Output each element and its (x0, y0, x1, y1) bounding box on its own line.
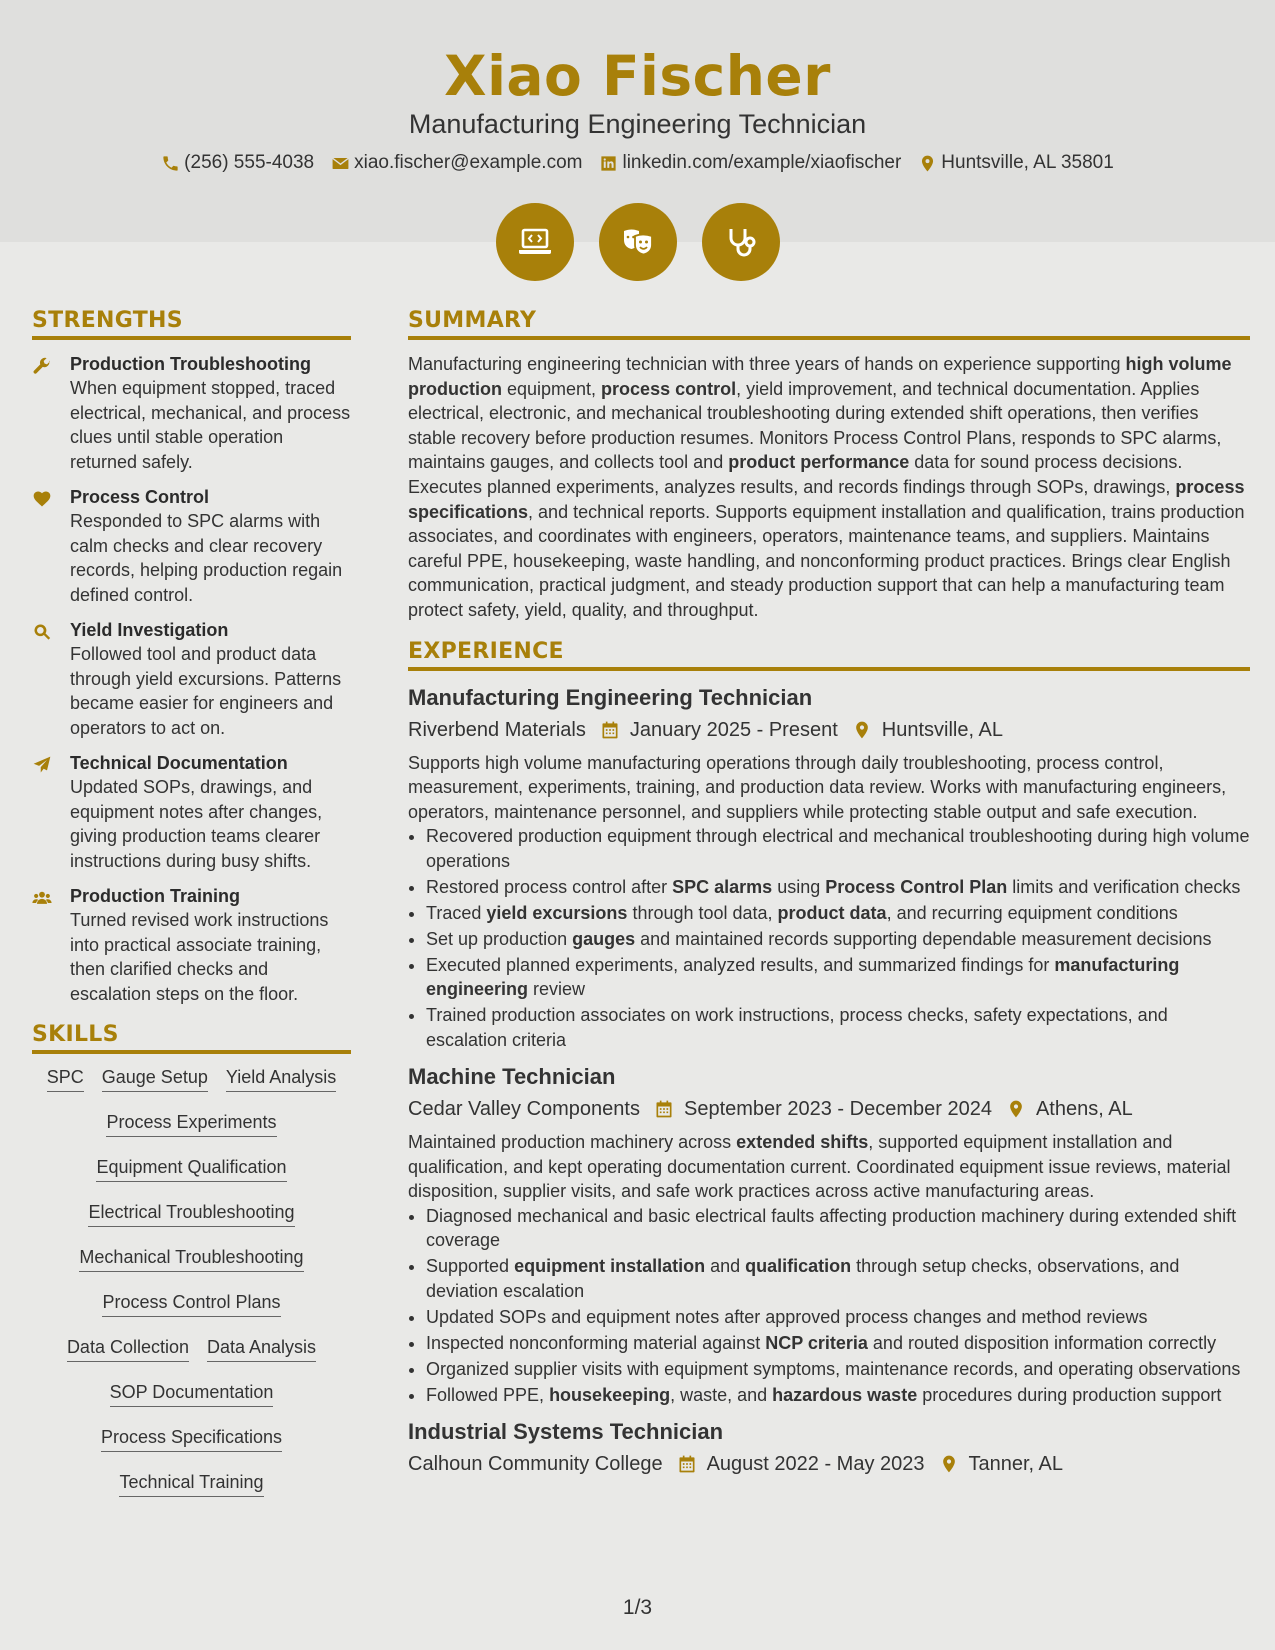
strength-item (32, 618, 351, 740)
job-bullets (408, 1204, 1250, 1408)
text-run: , and recurring equipment conditions (886, 902, 1178, 923)
text-run: and routed disposition information correctly (867, 1332, 1217, 1353)
job-company: Calhoun Community College (408, 1453, 663, 1476)
text-run: , waste, and (670, 1384, 773, 1405)
bold-text: process control (601, 378, 737, 399)
users-icon (32, 888, 52, 908)
bold-text: Process Control Plan (825, 876, 1008, 897)
skill-tag: Process Specifications (101, 1426, 282, 1452)
bold-text: qualification (745, 1256, 852, 1277)
list-item (426, 1305, 1250, 1330)
skill-tag: Electrical Troubleshooting (88, 1201, 294, 1227)
strength-title: Technical Documentation (70, 753, 288, 773)
skill-tag: Data Analysis (207, 1336, 316, 1362)
text-run: equipment, (501, 378, 602, 399)
skills-heading: SKILLS (32, 1022, 351, 1054)
bold-text: NCP criteria (765, 1332, 868, 1353)
bold-text: process specifications (408, 476, 1245, 522)
location-icon (918, 154, 937, 173)
email-icon (331, 154, 350, 173)
contact-phone-text: (256) 555-4038 (184, 152, 315, 173)
text-run: Inspected nonconforming material against (426, 1332, 766, 1353)
skill-tag: Yield Analysis (226, 1066, 336, 1092)
strength-item (32, 485, 351, 607)
strength-title: Process Control (70, 487, 210, 507)
text-run: Maintained production machinery across (408, 1132, 737, 1153)
strength-title: Production Training (70, 886, 240, 906)
location-icon (1006, 1099, 1026, 1119)
strength-item (32, 352, 351, 474)
summary-section (408, 352, 1250, 623)
bold-text: product data (777, 902, 887, 923)
job-entry (408, 1417, 1250, 1481)
left-column (32, 308, 351, 1516)
list-item (426, 824, 1250, 873)
theater-masks-icon (618, 222, 658, 262)
bold-text: equipment installation (514, 1256, 706, 1277)
text-run: , and technical reports. Supports equipment installation and qualification, trains production associates, and coordinates with engineers, operators, maintenance teams, and suppliers. Maintains careful PPE, housekeeping, waste handling, and nonconforming product practices. Brings clear English communication, practical judgment, and steady production support that can help a manufacturing team protect safety, yield, quality, and throughput. (408, 501, 1245, 620)
bold-text: gauges (572, 928, 636, 949)
job-description (408, 751, 1250, 825)
summary-text (408, 352, 1250, 623)
text-run: through setup checks, observations, and deviation escalation (426, 1256, 1180, 1301)
skill-tag: SPC (47, 1066, 84, 1092)
skill-tag: Technical Training (119, 1471, 263, 1497)
contact-email-text: xiao.fischer@example.com (354, 152, 583, 173)
strength-text: Responded to SPC alarms with calm checks and clear recovery records, helping production regain defined control. (70, 511, 343, 605)
text-run: Set up production (426, 928, 573, 949)
contact-location (918, 152, 1114, 174)
badge-stethoscope (702, 203, 780, 281)
job-meta (408, 713, 1250, 747)
job-description (408, 1130, 1250, 1204)
right-column (408, 308, 1250, 1485)
location-icon (852, 720, 872, 740)
job-company: Cedar Valley Components (408, 1098, 640, 1121)
candidate-title: Manufacturing Engineering Technician (408, 109, 867, 139)
text-run: Traced (426, 902, 487, 923)
bold-text: SPC alarms (672, 876, 773, 897)
laptop-code-icon (515, 222, 555, 262)
strength-text: Turned revised work instructions into practical associate training, then clarified checks and escalation steps on the floor. (70, 910, 329, 1004)
list-item (426, 1331, 1250, 1356)
skill-tag: SOP Documentation (110, 1381, 274, 1407)
paper-plane-icon (32, 755, 52, 775)
text-run: through tool data, (627, 902, 778, 923)
text-run: procedures during production support (917, 1384, 1222, 1405)
phone-icon (161, 154, 180, 173)
heart-icon (32, 489, 52, 509)
bold-text: hazardous waste (772, 1384, 918, 1405)
interest-badges (0, 203, 1275, 281)
strength-text: When equipment stopped, traced electrical, mechanical, and process clues until stable operation returned safely. (70, 378, 351, 472)
text-run: Organized supplier visits with equipment symptoms, maintenance records, and operating observations (426, 1358, 1241, 1379)
stethoscope-icon (721, 222, 761, 262)
text-run: , yield improvement, and technical documentation. Applies electrical, electronic, and mechanical troubleshooting during extended shift operations, then verifies stable recovery before production resumes. Monitors Process Control Plans, responds to SPC alarms, maintains gauges, and collects tool and (408, 378, 1222, 473)
bold-text: high volume production (408, 354, 1232, 399)
experience-list (408, 683, 1250, 1482)
badge-theater (599, 203, 677, 281)
bold-text: housekeeping (549, 1384, 671, 1405)
text-run: Supported (426, 1256, 515, 1277)
list-item (426, 953, 1250, 1002)
job-entry (408, 1062, 1250, 1407)
calendar-icon (677, 1454, 697, 1474)
skill-tag: Equipment Qualification (96, 1156, 286, 1182)
strength-item (32, 751, 351, 873)
strength-title: Production Troubleshooting (70, 354, 311, 374)
job-dates: August 2022 - May 2023 (706, 1453, 925, 1476)
summary-heading: SUMMARY (408, 308, 1250, 340)
text-run: Supports high volume manufacturing operations through daily troubleshooting, process control, measurement, experiments, training, and production data review. Works with manufacturing engineers, operators, maintenance personnel, and suppliers while protecting stable output and safe execution. (408, 752, 1227, 822)
text-run: limits and verification checks (1007, 876, 1241, 897)
job-location: Tanner, AL (968, 1453, 1064, 1476)
text-run: Trained production associates on work instructions, process checks, safety expectations, and escalation criteria (426, 1005, 1168, 1050)
experience-heading: EXPERIENCE (408, 639, 1250, 671)
badge-laptop (496, 203, 574, 281)
text-run: Followed PPE, (426, 1384, 550, 1405)
skills-list (32, 1066, 351, 1516)
page-number: 1/3 (622, 1596, 653, 1619)
job-meta (408, 1092, 1250, 1126)
text-run: using (772, 876, 826, 897)
list-item (426, 1254, 1250, 1303)
text-run: and (705, 1256, 746, 1277)
linkedin-icon (599, 154, 618, 173)
text-run: Restored process control after (426, 876, 673, 897)
list-item (426, 1383, 1250, 1408)
text-run: Diagnosed mechanical and basic electrical faults affecting production machinery during extended shift coverage (426, 1205, 1237, 1251)
job-title: Industrial Systems Technician (408, 1419, 724, 1445)
strength-item (32, 884, 351, 1006)
job-bullets (408, 824, 1250, 1052)
skill-tag: Data Collection (67, 1336, 189, 1362)
job-dates: September 2023 - December 2024 (683, 1098, 992, 1121)
text-run: Manufacturing engineering technician with three years of hands on experience supporting (408, 354, 1126, 374)
calendar-icon (600, 720, 620, 740)
skill-tag: Mechanical Troubleshooting (79, 1246, 303, 1272)
list-item (426, 901, 1250, 926)
skill-tag: Gauge Setup (102, 1066, 208, 1092)
contact-linkedin[interactable] (599, 152, 901, 174)
text-run: Executed planned experiments, analyzed results, and summarized findings for (426, 954, 1055, 975)
list-item (426, 1357, 1250, 1382)
contact-phone[interactable] (161, 152, 314, 174)
search-icon (32, 622, 52, 642)
strength-text: Updated SOPs, drawings, and equipment notes after changes, giving production teams clearer instructions during busy shifts. (70, 777, 323, 871)
strength-text: Followed tool and product data through yield excursions. Patterns became easier for engineers and operators to act on. (70, 644, 342, 738)
bold-text: product performance (728, 452, 910, 473)
text-run: data for sound process decisions. Executes planned experiments, analyzes results, and records findings through SOPs, drawings, (408, 452, 1183, 497)
job-title: Machine Technician (408, 1064, 616, 1090)
strength-title: Yield Investigation (70, 620, 229, 640)
list-item (426, 927, 1250, 952)
bold-text: extended shifts (736, 1132, 869, 1153)
job-location: Athens, AL (1035, 1098, 1133, 1121)
calendar-icon (654, 1099, 674, 1119)
strengths-heading: STRENGTHS (32, 308, 351, 340)
job-meta (408, 1447, 1250, 1481)
candidate-name: Xiao Fischer (444, 44, 831, 108)
contact-email[interactable] (331, 152, 582, 174)
skill-tag: Process Experiments (106, 1111, 276, 1137)
job-dates: January 2025 - Present (629, 718, 838, 741)
text-run: and maintained records supporting dependable measurement decisions (635, 928, 1212, 949)
job-entry (408, 683, 1250, 1053)
job-company: Riverbend Materials (408, 718, 586, 741)
list-item (426, 1003, 1250, 1052)
contact-bar (0, 152, 1275, 174)
text-run: Updated SOPs and equipment notes after approved process changes and method reviews (426, 1306, 1148, 1327)
bold-text: manufacturing engineering (426, 954, 1180, 1000)
text-run: review (528, 979, 586, 1000)
job-title: Manufacturing Engineering Technician (408, 684, 813, 710)
job-location: Huntsville, AL (881, 718, 1003, 741)
list-item (426, 875, 1250, 900)
bold-text: yield excursions (486, 902, 628, 923)
text-run: , supported equipment installation and qualification, and kept operating documentation current. Coordinated equipment issue reviews, material disposition, supplier visits, and safe work practices across active manufacturing areas. (408, 1132, 1231, 1202)
contact-linkedin-text: linkedin.com/example/xiaofischer (622, 152, 902, 173)
skill-tag: Process Control Plans (102, 1291, 280, 1317)
contact-location-text: Huntsville, AL 35801 (941, 152, 1114, 173)
list-item (426, 1204, 1250, 1253)
text-run: Recovered production equipment through electrical and mechanical troubleshooting during high volume operations (426, 826, 1250, 871)
location-icon (939, 1454, 959, 1474)
wrench-icon (32, 356, 52, 376)
